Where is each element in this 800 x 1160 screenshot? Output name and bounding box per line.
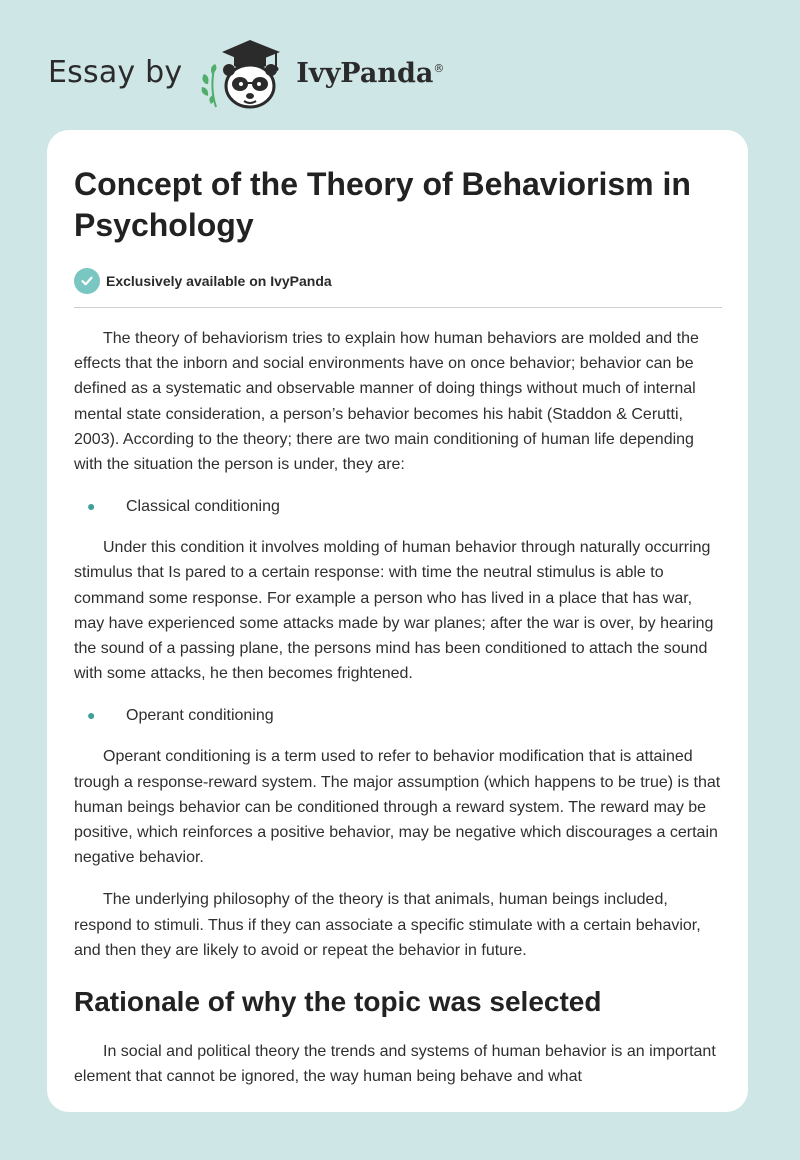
checkmark-icon (74, 268, 100, 294)
list-item-label: Classical conditioning (126, 498, 280, 516)
essay-card (47, 130, 748, 1112)
brand-header[interactable] (48, 34, 444, 112)
brand-name: IvyPanda® (296, 57, 445, 89)
section-heading: Rationale of why the topic was selected (74, 986, 602, 1018)
paragraph-1: The theory of behaviorism tries to explain how human behaviors are molded and the effects that the inborn and social environments have on once behavior; behavior can be defined as a systematic and observable manner of doing things without much of internal mental state consideration, a person’s behavior becomes his habit (Staddon & Cerutti, 2003). According to the theory; there are two main conditioning of human life depending with the situation the person is under, they are: (74, 330, 699, 474)
paragraph-4: The underlying philosophy of the theory is that animals, human beings included, respond to stimuli. Thus if they can associate a specific stimulate with a certain behavior, and then they are likely to avoid or repeat the behavior in future. (74, 891, 701, 959)
list-item (74, 703, 722, 728)
paragraph-2: Under this condition it involves molding of human behavior through naturally occurring stimulus that Is pared to a certain response: with time the neutral stimulus is able to command some response. For example a person who has lived in a place that has war, may have experienced some attacks made by war planes; after the war is over, by hearing the sound of a passing plane, the persons mind has been conditioned to attach the sound with some attacks, he then becomes frightened. (74, 539, 714, 683)
bullet-dot-icon: ● (87, 498, 96, 515)
list-item-label: Operant conditioning (126, 707, 274, 725)
list-item (74, 494, 722, 519)
registered-mark: ® (433, 61, 445, 75)
paragraph-5: In social and political theory the trends and systems of human behavior is an important element that cannot be ignored, the way human being behave and what (74, 1043, 716, 1086)
divider (74, 307, 722, 308)
paragraph-3: Operant conditioning is a term used to refer to behavior modification that is attained trough a response-reward system. The major assumption (which happens to be true) is that human beings behavior can be conditioned through a reward system. The reward may be positive, which reinforces a positive behavior, may be negative which discourages a certain negative behavior. (74, 748, 721, 867)
bullet-dot-icon: ● (87, 707, 96, 724)
brand-prefix: Essay by (48, 55, 183, 90)
badge-label: Exclusively available on IvyPanda (106, 273, 332, 289)
exclusive-badge (74, 268, 722, 294)
panda-logo-icon (196, 34, 292, 112)
page-title: Concept of the Theory of Behaviorism in Psychology (74, 166, 691, 243)
